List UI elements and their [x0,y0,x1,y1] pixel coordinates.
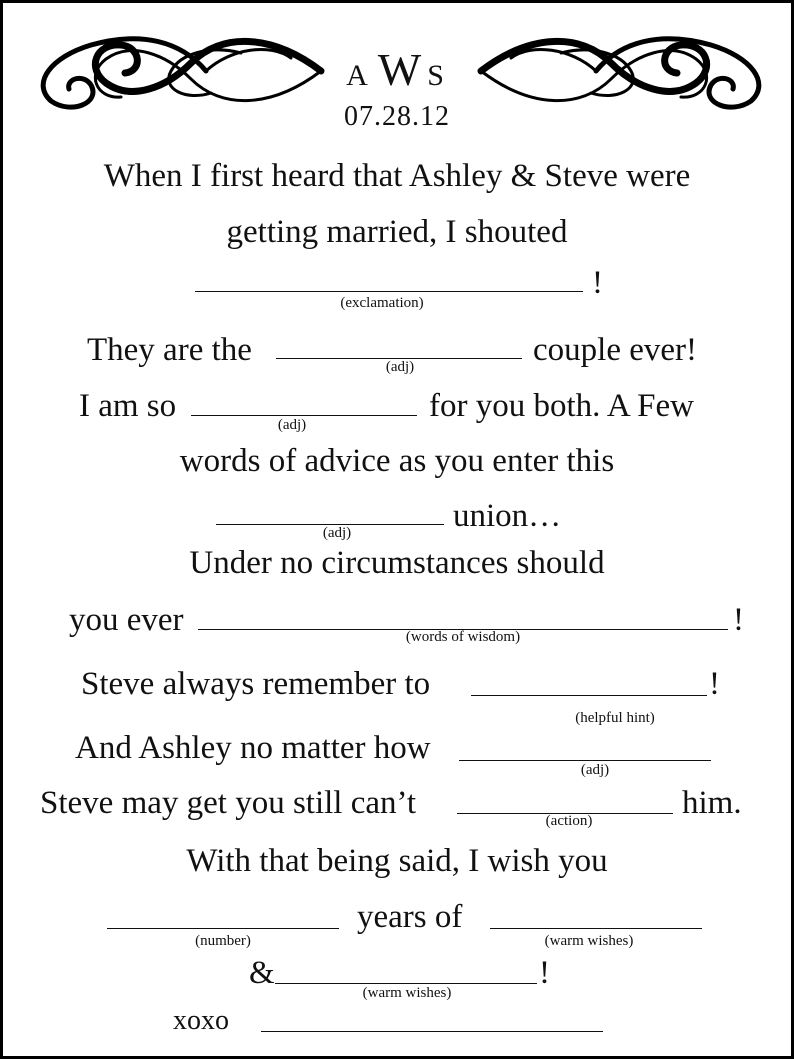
text-ashley-no-matter: And Ashley no matter how [75,730,431,766]
adj-hint-1: (adj) [385,359,415,375]
adj-hint-3: (adj) [322,525,352,541]
helpful-hint-label: (helpful hint) [575,710,655,726]
text-they-are-the: They are the [87,332,252,368]
helpful-exclamation: ! [709,666,720,702]
text-line-8: Under no circumstances should [189,545,605,581]
text-line-2: getting married, I shouted [226,214,568,250]
text-steve-remember: Steve always remember to [81,666,431,702]
text-i-am-so: I am so [79,388,177,424]
number-hint: (number) [195,933,251,949]
exclamation-blank[interactable] [195,291,583,292]
text-for-you-both: for you both. A Few [429,388,694,424]
text-you-ever: you ever [69,602,184,638]
text-union: union… [453,498,562,534]
text-xoxo: xoxo [173,1005,229,1036]
text-line-6: words of advice as you enter this [179,443,615,479]
warm-wishes-hint-1: (warm wishes) [544,933,634,949]
text-line-1: When I first heard that Ashley & Steve were [103,158,691,194]
adj-blank-2[interactable] [191,415,417,416]
action-hint: (action) [545,813,593,829]
adj-hint-4: (adj) [580,762,610,778]
exclamation-hint: (exclamation) [340,295,424,311]
text-ampersand: & [249,955,275,991]
warm-wishes-exclamation: ! [539,955,550,991]
warm-wishes-blank-1[interactable] [490,928,702,929]
exclamation-mark: ! [592,265,603,301]
monogram [3,44,791,95]
wisdom-exclamation: ! [733,602,744,638]
text-steve-may-get: Steve may get you still can’t [40,785,417,821]
wedding-date: 07.28.12 [344,101,450,132]
text-him: him. [682,785,742,821]
text-couple-ever: couple ever! [533,332,697,368]
monogram-left-initial: A [346,59,372,92]
number-blank[interactable] [107,928,339,929]
monogram-right-initial: S [427,59,448,92]
wisdom-hint: (words of wisdom) [405,629,521,645]
helpful-hint-blank[interactable] [471,695,707,696]
text-line-13: With that being said, I wish you [186,843,608,879]
warm-wishes-blank-2[interactable] [275,983,537,984]
warm-wishes-hint-2: (warm wishes) [362,985,452,1001]
signature-blank[interactable] [261,1031,603,1032]
text-years-of: years of [357,899,463,935]
adj-blank-4[interactable] [459,760,711,761]
adj-hint-2: (adj) [277,417,307,433]
monogram-center-initial: W [377,44,422,95]
